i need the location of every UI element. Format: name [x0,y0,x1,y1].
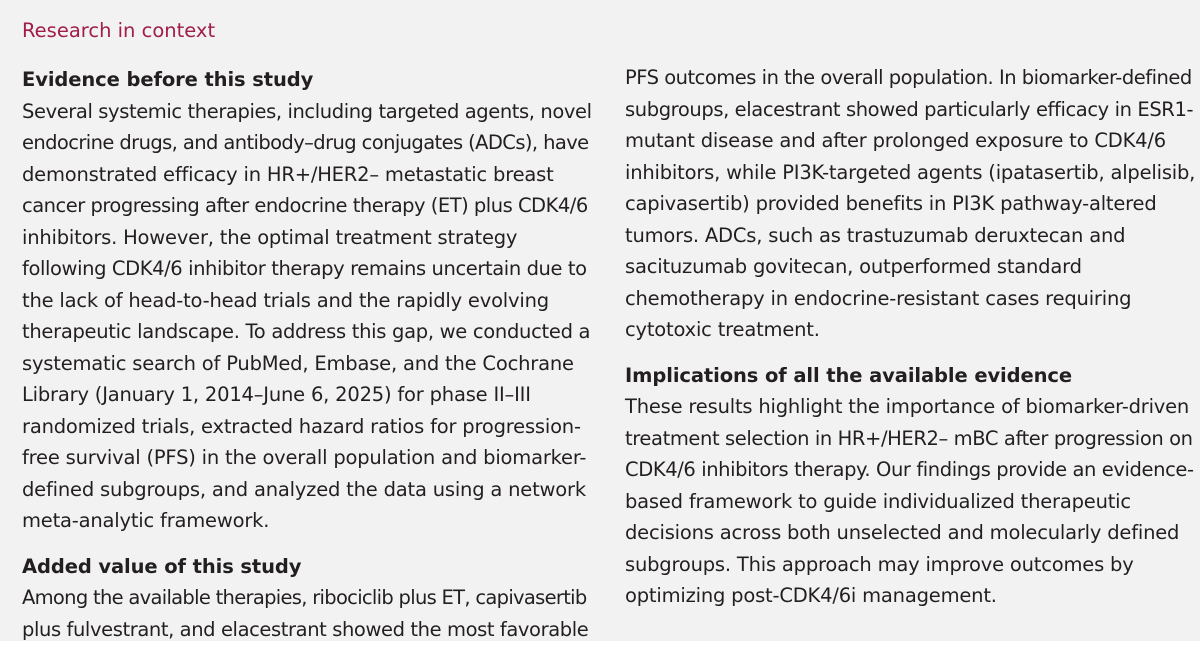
body-line: subgroups. This approach may improve outcomes by [625,552,1134,576]
box-title: Research in context [22,19,216,42]
body-line: subgroups, elacestrant showed particularly efficacy in ESR1- [625,97,1194,121]
section-evidence-before [22,64,592,537]
section-implications [625,360,1195,612]
body-line: Library (January 1, 2014–June 6, 2025) for phase II–III [22,383,531,406]
body-line: PFS outcomes in the overall population. In biomarker-defined [625,66,1192,89]
body-line: the lack of head-to-head trials and the rapidly evolving [22,288,549,312]
body-line: treatment selection in HR+/HER2– mBC after progression on [625,426,1193,450]
body-line: free survival (PFS) in the overall population and biomarker- [22,446,587,469]
left-column [22,64,592,659]
body-line: demonstrated efficacy in HR+/HER2– metastatic breast [22,162,554,186]
section-heading: Added value of this study [22,554,302,578]
body-line: plus fulvestrant, and elacestrant showed the most favorable [22,617,589,641]
body-line: randomized trials, extracted hazard ratios for progression- [22,414,581,438]
section-added-value [22,551,592,646]
body-line: based framework to guide individualized therapeutic [625,489,1131,513]
body-line: meta-analytic framework. [22,509,270,532]
body-line: optimizing post-CDK4/6i management. [625,584,997,607]
section-heading: Implications of all the available evidence [625,363,1072,387]
body-line: Several systemic therapies, including targeted agents, novel [22,99,592,123]
body-line: capivasertib) provided benefits in PI3K pathway-altered [625,192,1157,215]
body-line: inhibitors, while PI3K-targeted agents (ipatasertib, alpelisib, [625,160,1196,184]
body-line: Among the available therapies, ribociclib plus ET, capivasertib [22,586,587,609]
body-line: These results highlight the importance of biomarker-driven [625,395,1190,418]
body-line: following CDK4/6 inhibitor therapy remains uncertain due to [22,257,587,280]
body-line: CDK4/6 inhibitors therapy. Our findings provide an evidence- [625,458,1194,481]
body-line: tumors. ADCs, such as trastuzumab deruxtecan and [625,223,1126,247]
body-line: inhibitors. However, the optimal treatment strategy [22,225,518,249]
body-line: endocrine drugs, and antibody–drug conjugates (ADCs), have [22,131,589,154]
body-line: defined subgroups, and analyzed the data using a network [22,477,586,501]
body-line: chemotherapy in endocrine-resistant cases requiring [625,286,1132,310]
body-line: therapeutic landscape. To address this gap, we conducted a [22,320,591,343]
body-line: cytotoxic treatment. [625,318,820,341]
body-line: decisions across both unselected and molecularly defined [625,521,1180,544]
body-line: cancer progressing after endocrine therapy (ET) plus CDK4/6 [22,194,588,217]
body-line: sacituzumab govitecan, outperformed standard [625,255,1082,278]
right-column [625,62,1195,626]
body-line: mutant disease and after prolonged exposure to CDK4/6 [625,129,1166,152]
section-heading: Evidence before this study [22,68,314,91]
body-line: systematic search of PubMed, Embase, and the Cochrane [22,351,574,375]
section-added-value-continued [625,62,1195,346]
